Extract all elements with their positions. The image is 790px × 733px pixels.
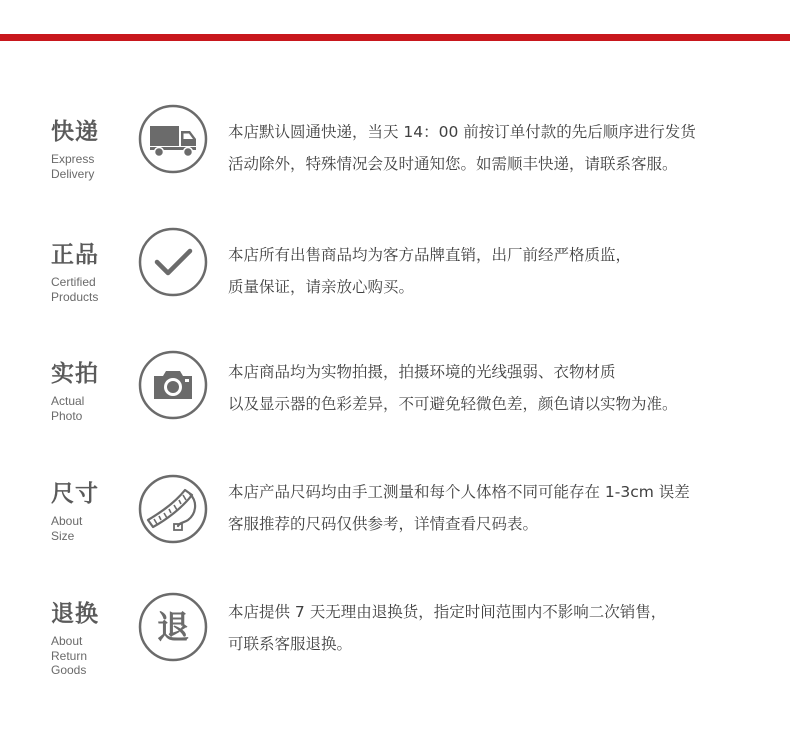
subtitle-line: Products <box>51 289 99 304</box>
description-line: 本店商品均为实物拍摄，拍摄环境的光线强弱、衣物材质 <box>228 363 616 381</box>
section-label <box>51 360 131 423</box>
checkmark-icon <box>138 227 208 297</box>
section-description <box>228 596 773 660</box>
subtitle-line: Size <box>51 528 75 543</box>
description-line: 质量保证，请亲放心购买。 <box>228 278 415 296</box>
section-description <box>228 476 773 540</box>
description-line: 活动除外，特殊情况会及时通知您。如需顺丰快递，请联系客服。 <box>228 155 678 173</box>
subtitle-line: About <box>51 514 83 528</box>
description-line: 本店提供 7 天无理由退换货，指定时间范围内不影响二次销售， <box>228 603 667 621</box>
section-description <box>228 239 773 303</box>
section-subtitle <box>51 394 131 423</box>
section-subtitle <box>51 152 131 181</box>
section-label <box>51 600 131 678</box>
subtitle-line: About <box>51 634 83 648</box>
subtitle-line: Delivery <box>51 166 95 181</box>
subtitle-line: Goods <box>51 663 87 677</box>
section-certified-products <box>0 241 790 351</box>
subtitle-line: Actual <box>51 394 85 408</box>
section-title: 退换 <box>51 601 99 627</box>
section-express-delivery <box>0 118 790 228</box>
section-about-size <box>0 480 790 590</box>
section-subtitle <box>51 514 131 543</box>
description-line: 本店产品尺码均由手工测量和每个人体格不同可能存在 1-3cm 误差 <box>228 483 690 501</box>
section-title: 正品 <box>51 242 99 268</box>
description-line: 以及显示器的色彩差异，不可避免轻微色差，颜色请以实物为准。 <box>228 395 678 413</box>
truck-icon <box>138 104 208 174</box>
description-line: 可联系客服退换。 <box>228 635 353 653</box>
section-label <box>51 118 131 181</box>
camera-icon <box>138 350 208 420</box>
return-character-icon <box>138 592 208 662</box>
section-subtitle <box>51 634 131 678</box>
section-label <box>51 480 131 543</box>
section-description <box>228 356 773 420</box>
subtitle-line: Return <box>51 648 88 663</box>
section-subtitle <box>51 275 131 304</box>
tape-measure-icon <box>138 474 208 544</box>
section-return-goods <box>0 600 790 710</box>
section-title: 实拍 <box>51 361 99 387</box>
section-title: 快递 <box>51 119 99 145</box>
subtitle-line: Photo <box>51 408 83 423</box>
section-actual-photo <box>0 360 790 470</box>
section-label <box>51 241 131 304</box>
section-title: 尺寸 <box>51 481 99 507</box>
description-line: 本店默认圆通快递，当天 14：00 前按订单付款的先后顺序进行发货 <box>228 123 696 141</box>
section-description <box>228 116 773 180</box>
subtitle-line: Certified <box>51 275 96 289</box>
description-line: 本店所有出售商品均为客方品牌直销，出厂前经严格质监， <box>228 246 632 264</box>
description-line: 客服推荐的尺码仅供参考，详情查看尺码表。 <box>228 515 539 533</box>
return-icon-glyph: 退 <box>156 608 190 646</box>
subtitle-line: Express <box>51 152 95 166</box>
top-accent-bar <box>0 34 790 41</box>
